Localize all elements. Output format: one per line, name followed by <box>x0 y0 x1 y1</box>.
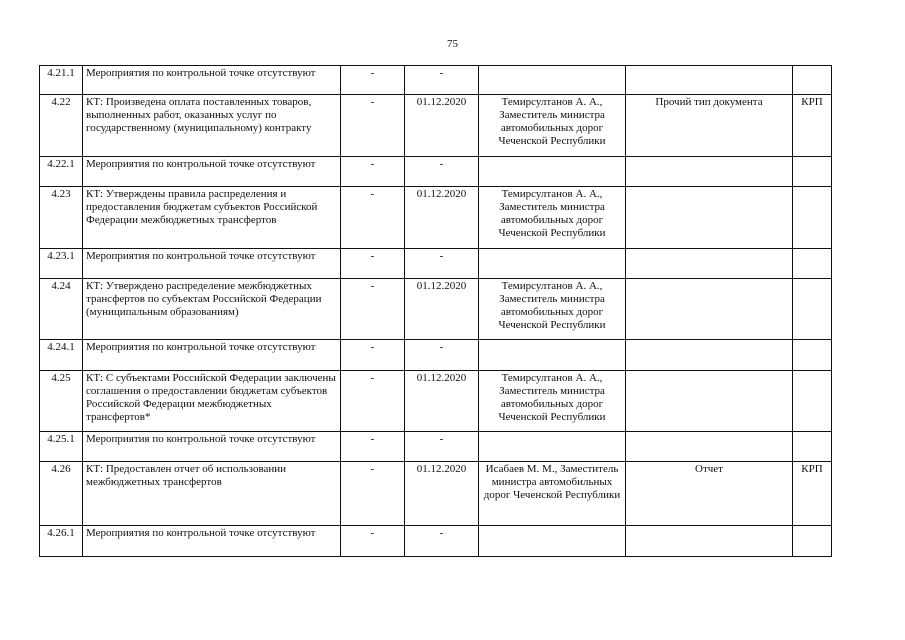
row-number: 4.26.1 <box>40 526 83 557</box>
row-start-date: - <box>341 432 405 462</box>
row-document-type <box>626 279 793 340</box>
row-description: КТ: Утверждены правила распределения и предоставления бюджетам субъектов Российской Федерации межбюджетных трансфертов <box>83 187 341 249</box>
row-number: 4.21.1 <box>40 66 83 95</box>
row-start-date: - <box>341 462 405 526</box>
row-description: Мероприятия по контрольной точке отсутствуют <box>83 66 341 95</box>
row-document-type <box>626 340 793 371</box>
row-end-date: 01.12.2020 <box>405 462 479 526</box>
row-document-type <box>626 526 793 557</box>
row-document-type: Прочий тип документа <box>626 95 793 157</box>
row-responsible <box>479 526 626 557</box>
row-level <box>793 371 832 432</box>
row-level: КРП <box>793 462 832 526</box>
row-number: 4.22 <box>40 95 83 157</box>
row-responsible: Темирсултанов А. А., Заместитель министра автомобильных дорог Чеченской Республики <box>479 187 626 249</box>
table-row <box>40 187 832 249</box>
row-start-date: - <box>341 526 405 557</box>
row-level <box>793 340 832 371</box>
row-document-type <box>626 371 793 432</box>
row-level: КРП <box>793 95 832 157</box>
row-description: КТ: Предоставлен отчет об использовании межбюджетных трансфертов <box>83 462 341 526</box>
row-end-date: 01.12.2020 <box>405 95 479 157</box>
row-responsible <box>479 66 626 95</box>
row-responsible <box>479 340 626 371</box>
row-start-date: - <box>341 157 405 187</box>
table-row <box>40 371 832 432</box>
row-document-type: Отчет <box>626 462 793 526</box>
row-description: Мероприятия по контрольной точке отсутствуют <box>83 340 341 371</box>
table-row <box>40 462 832 526</box>
row-level <box>793 526 832 557</box>
table-row <box>40 526 832 557</box>
row-end-date: - <box>405 526 479 557</box>
row-start-date: - <box>341 187 405 249</box>
row-end-date: - <box>405 157 479 187</box>
row-number: 4.25 <box>40 371 83 432</box>
row-start-date: - <box>341 279 405 340</box>
row-level <box>793 157 832 187</box>
row-end-date: - <box>405 249 479 279</box>
row-start-date: - <box>341 66 405 95</box>
row-responsible: Темирсултанов А. А., Заместитель министра автомобильных дорог Чеченской Республики <box>479 95 626 157</box>
row-start-date: - <box>341 249 405 279</box>
row-description: КТ: Произведена оплата поставленных товаров, выполненных работ, оказанных услуг по государственному (муниципальному) контракту <box>83 95 341 157</box>
row-start-date: - <box>341 95 405 157</box>
table-row <box>40 279 832 340</box>
row-responsible: Темирсултанов А. А., Заместитель министра автомобильных дорог Чеченской Республики <box>479 279 626 340</box>
row-end-date: - <box>405 66 479 95</box>
row-description: Мероприятия по контрольной точке отсутствуют <box>83 157 341 187</box>
row-number: 4.24.1 <box>40 340 83 371</box>
table-row <box>40 95 832 157</box>
row-description: Мероприятия по контрольной точке отсутствуют <box>83 249 341 279</box>
row-end-date: 01.12.2020 <box>405 279 479 340</box>
row-responsible: Темирсултанов А. А., Заместитель министра автомобильных дорог Чеченской Республики <box>479 371 626 432</box>
row-number: 4.23.1 <box>40 249 83 279</box>
row-document-type <box>626 66 793 95</box>
row-number: 4.23 <box>40 187 83 249</box>
row-document-type <box>626 249 793 279</box>
row-end-date: 01.12.2020 <box>405 371 479 432</box>
row-responsible <box>479 157 626 187</box>
table-row <box>40 340 832 371</box>
row-document-type <box>626 187 793 249</box>
row-responsible <box>479 249 626 279</box>
table-row <box>40 66 832 95</box>
row-level <box>793 279 832 340</box>
row-end-date: - <box>405 340 479 371</box>
row-number: 4.22.1 <box>40 157 83 187</box>
row-start-date: - <box>341 340 405 371</box>
row-level <box>793 249 832 279</box>
row-responsible: Исабаев М. М., Заместитель министра автомобильных дорог Чеченской Республики <box>479 462 626 526</box>
row-responsible <box>479 432 626 462</box>
row-description: КТ: С субъектами Российской Федерации заключены соглашения о предоставлении бюджетам субъектов Российской Федерации межбюджетных трансфертов* <box>83 371 341 432</box>
row-document-type <box>626 432 793 462</box>
table-row <box>40 249 832 279</box>
row-number: 4.26 <box>40 462 83 526</box>
control-points-table <box>39 65 832 557</box>
row-description: Мероприятия по контрольной точке отсутствуют <box>83 526 341 557</box>
table-row <box>40 432 832 462</box>
row-number: 4.24 <box>40 279 83 340</box>
row-level <box>793 432 832 462</box>
row-document-type <box>626 157 793 187</box>
row-end-date: - <box>405 432 479 462</box>
row-end-date: 01.12.2020 <box>405 187 479 249</box>
row-description: КТ: Утверждено распределение межбюджетных трансфертов по субъектам Российской Федерации (муниципальным образованиям) <box>83 279 341 340</box>
row-level <box>793 187 832 249</box>
table-row <box>40 157 832 187</box>
row-start-date: - <box>341 371 405 432</box>
page-number: 75 <box>447 38 458 50</box>
row-number: 4.25.1 <box>40 432 83 462</box>
row-description: Мероприятия по контрольной точке отсутствуют <box>83 432 341 462</box>
row-level <box>793 66 832 95</box>
